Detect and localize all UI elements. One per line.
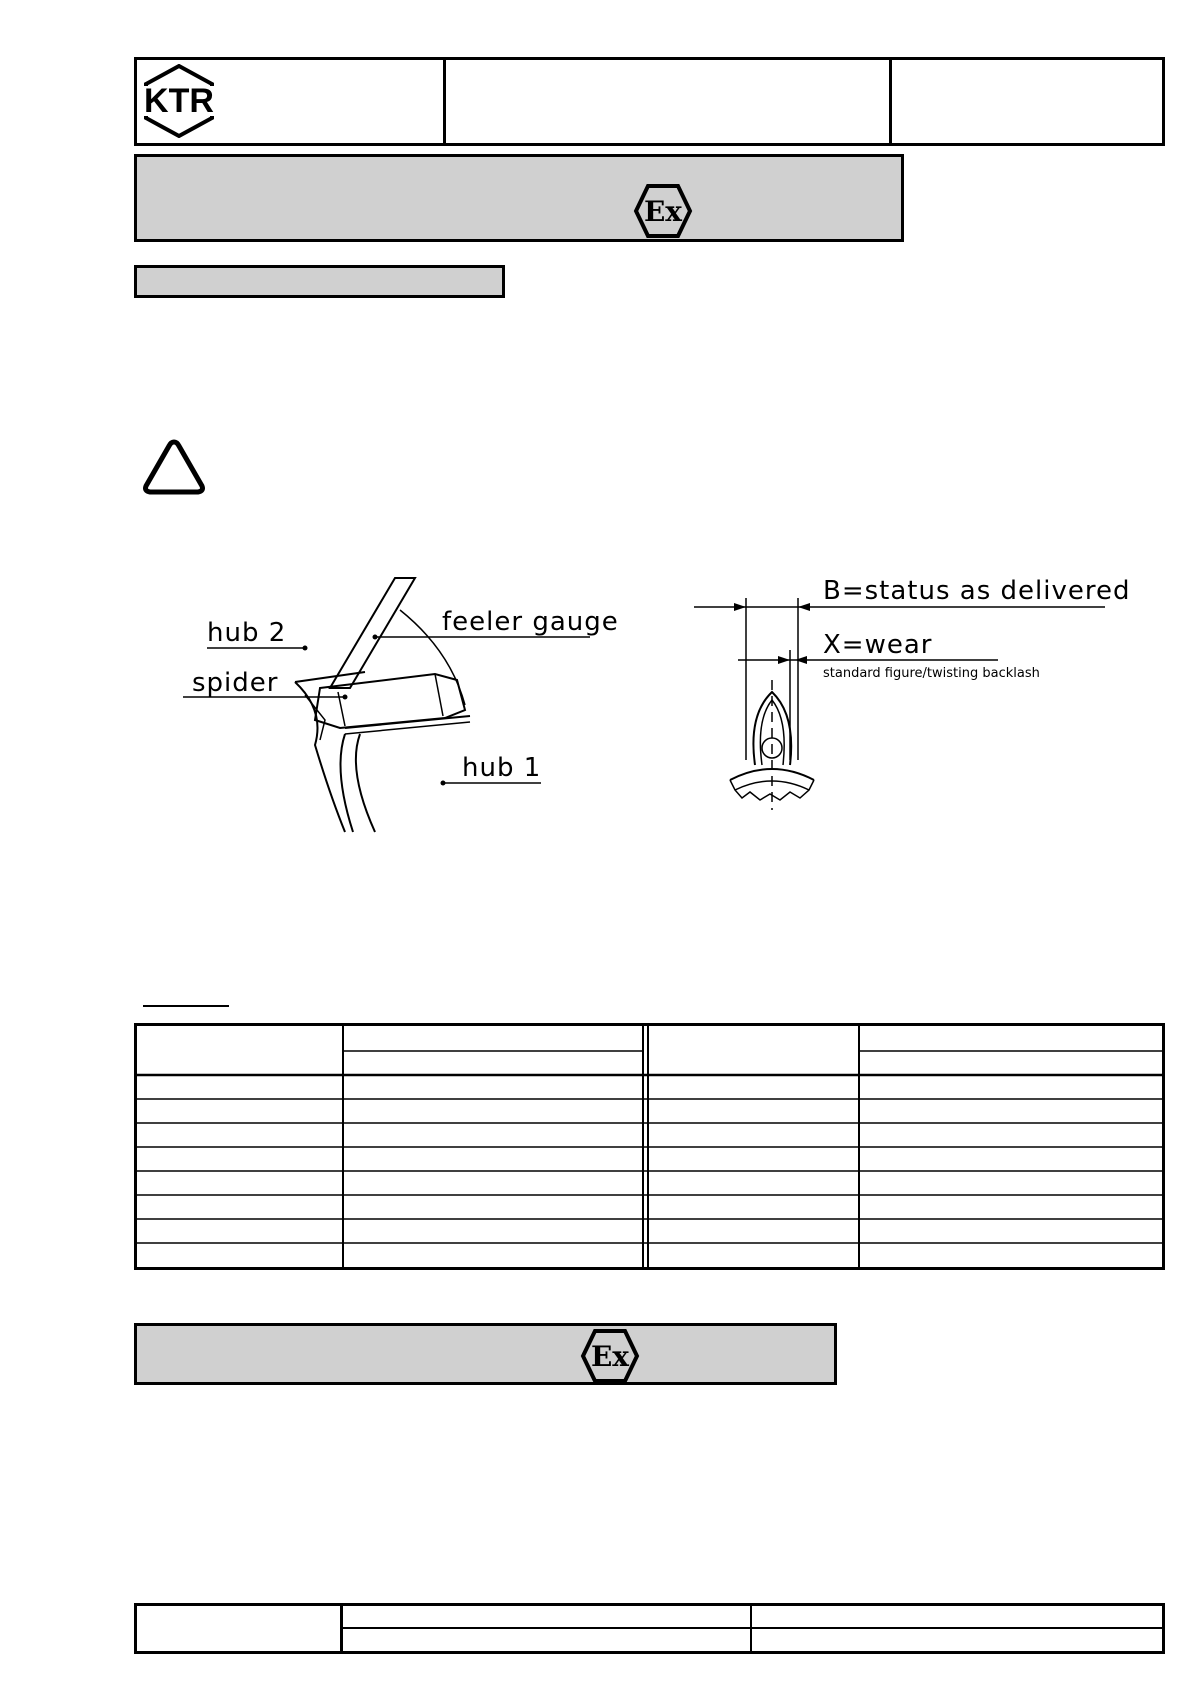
ktr-logo-text: KTR — [144, 82, 214, 120]
table-caption-underline — [143, 1005, 229, 1007]
warning-triangle-icon — [140, 436, 208, 496]
ex-mark-icon-2 — [580, 1328, 640, 1384]
svg-text:Ex: Ex — [643, 195, 683, 228]
section-bar — [134, 265, 505, 298]
b-status-label: B=status as delivered — [823, 576, 1131, 606]
ex-mark-icon — [633, 183, 693, 239]
svg-text:Ex: Ex — [590, 1340, 630, 1373]
ktr-logo — [142, 64, 216, 138]
backlash-caption: standard figure/twisting backlash — [823, 666, 1040, 681]
feeler-gauge-label: feeler gauge — [442, 607, 619, 637]
x-wear-label: X=wear — [823, 630, 933, 660]
hub-1-label: hub 1 — [462, 753, 542, 783]
footer-row-line — [340, 1627, 1165, 1629]
backlash-figure — [690, 580, 1110, 820]
title-bar — [134, 154, 904, 242]
spider-label: spider — [192, 668, 279, 698]
wear-table — [134, 1023, 1165, 1270]
ex-section-bar — [134, 1323, 837, 1385]
header-divider-1 — [443, 57, 446, 146]
hub-2-label: hub 2 — [207, 618, 287, 648]
header-divider-2 — [889, 57, 892, 146]
header-block — [134, 57, 1165, 146]
